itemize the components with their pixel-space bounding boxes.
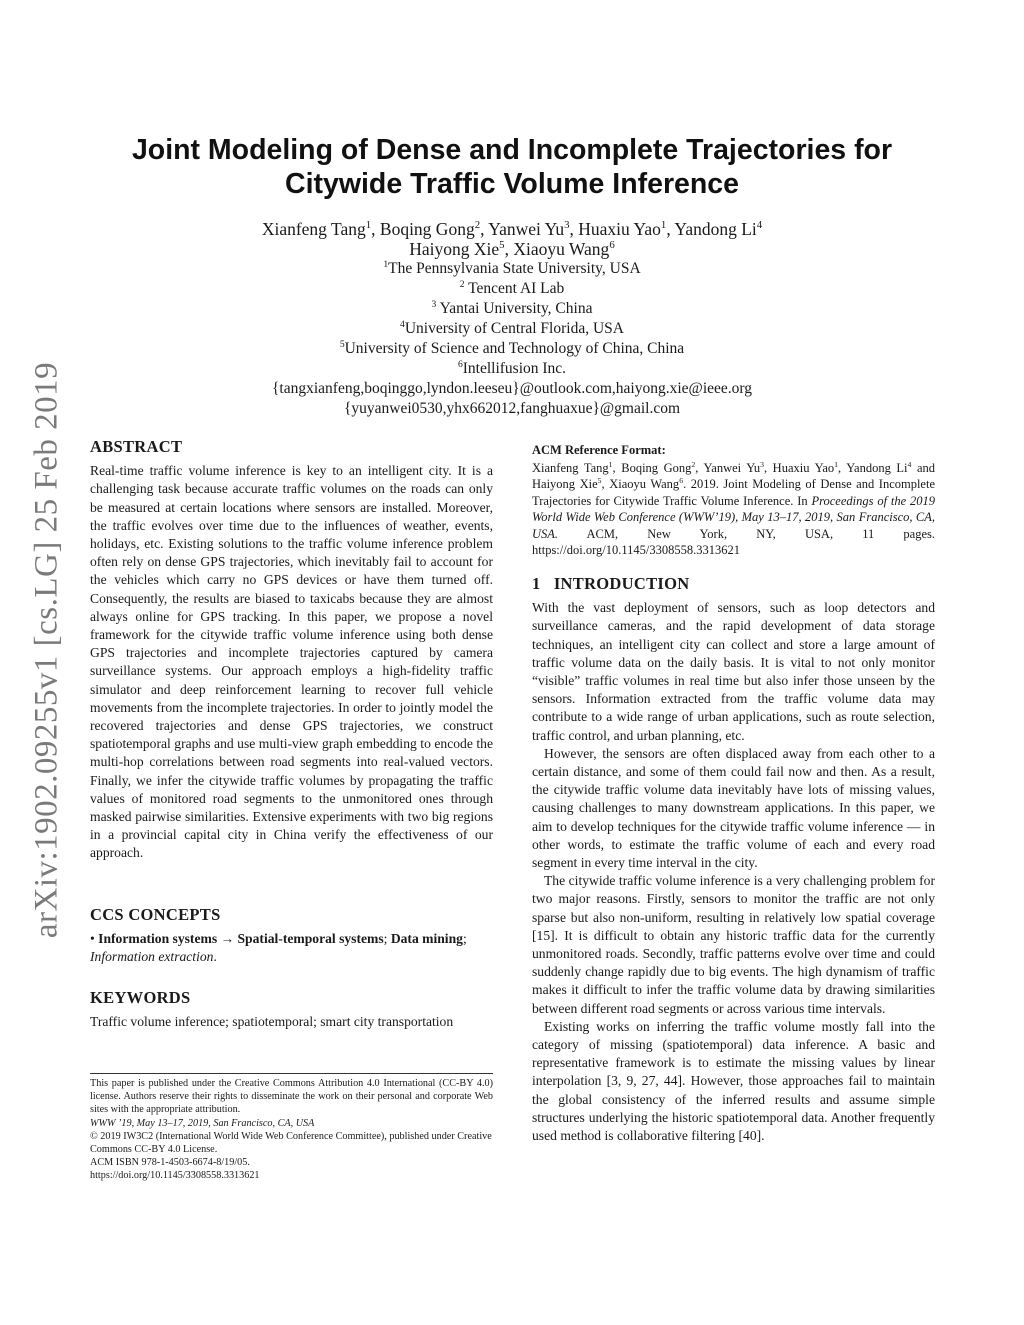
ccs-end: . [213,949,217,965]
ref-proceedings: Proceedings of the 2019 World Wide Web Conference (WWW’19), May 13–17, 2019, San Francisco, CA, USA. [532,493,935,541]
ccs-concept: Information systems → Spatial-temporal systems [98,931,384,947]
acm-reference-heading: ACM Reference Format: [532,443,666,457]
affiliation-sup: 2 [459,278,465,290]
ref-author: , Xiaoyu Wang [601,477,680,491]
footnote-venue: WWW ’19, May 13–17, 2019, San Francisco, CA, USA [90,1117,315,1129]
footnote-doi: https://doi.org/10.1145/3308558.3313621 [90,1170,260,1182]
ref-text: . 2019. Joint Modeling of Dense and Incomplete Trajectories for Citywide Traffic Volume Inference. In [532,477,936,508]
affiliation-name: Intellifusion Inc. [462,360,567,377]
ccs-heading: CCS CONCEPTS [90,905,221,924]
affiliation-sup: 3 [431,298,437,310]
ref-author: and Haiyong Xie [532,460,936,491]
copyright-footnote [90,1073,493,1183]
ccs-separator: ; [462,931,467,947]
affiliation-sup: 6 [457,358,463,370]
affiliation [60,299,964,319]
ref-sup: 3 [760,459,764,469]
author-block [60,219,964,419]
title-line-2: Citywide Traffic Volume Inference [284,168,739,200]
footnote-rule [90,1073,493,1074]
author-line-2 [60,239,964,259]
affiliation-sup: 5 [339,338,345,350]
ref-author: , Yandong Li [838,460,908,475]
affiliation-name: The Pennsylvania State University, USA [388,260,641,277]
paper-title [60,133,964,201]
ref-sup: 6 [679,475,684,485]
author-sup: 1 [660,219,667,232]
abstract-text: Real-time traffic volume inference is key to an intelligent city. It is a challenging task because accurate traffic volumes on the roads can only be measured at certain locations where sensors are installed. Moreover, the traffic evolves over time due to the influences of weather, events, holidays, etc. Existing solutions to the traffic volume inference problem often rely on dense GPS trajectories, which inevitably fail to account for the vehicles which carry no GPS devices or have them turned off. Consequently, the results are biased to taxicabs because they are almost always online for GPS tracking. In this paper, we propose a novel framework for the citywide traffic volume inference using both dense GPS trajectories and incomplete trajectories captured by camera surveillance systems. Our approach employs a high-fidelity traffic simulator and deep reinforcement learning to recover full vehicle movements from the incomplete trajectories. In order to jointly model the recovered trajectories and dense GPS trajectories, we construct spatiotemporal graphs and use multi-view graph embedding to encode the multi-hop correlations between road segments into real-valued vectors. Finally, we infer the citywide traffic volumes by propagating the traffic values of monitored road segments to the unmonitored ones through masked pairwise similarities. Extensive experiments with two big regions in a provincial capital city in China verify the effectiveness of our approach. [90,463,493,861]
intro-paragraph: The citywide traffic volume inference is a very challenging problem for two major reasons. Firstly, sensors to monitor the traffic are not only sparse but also non-uniform, resulting in relatively low spatial coverage [15]. It is difficult to obtain any historic traffic data for the currently unmonitored roads. Secondly, traffic patterns evolve over time and could suddenly change rapidly due to big events. The high dynamism of traffic makes it difficult to infer the traffic volume data by drawing similarities between different road segments or across various time intervals. [532,873,935,1016]
author-name: , Boqing Gong [371,219,475,239]
affiliation [60,359,964,379]
introduction-section [532,575,935,1145]
abstract-heading: ABSTRACT [90,437,183,456]
ref-sup: 2 [691,459,696,469]
ccs-separator: ; [383,931,391,947]
affiliation-name: University of Science and Technology of China, China [344,340,685,357]
ccs-bullet: • [90,931,99,947]
affiliation-sup: 1 [383,258,389,270]
ref-author: Xianfeng Tang [532,460,609,475]
keywords-text: Traffic volume inference; spatiotemporal; smart city transportation [90,1014,454,1030]
author-name: Haiyong Xie [409,239,500,259]
footnote-license: This paper is published under the Creative Commons Attribution 4.0 International (CC-BY 4.0) license. Authors reserve their rights to disseminate the work on their personal and corporate Web sites with the appropriate attribution. [90,1078,493,1116]
author-name: Xianfeng Tang [261,219,366,239]
author-sup: 5 [499,239,505,252]
affiliation [60,259,964,279]
affiliation [60,339,964,359]
intro-paragraph: Existing works on inferring the traffic volume mostly fall into the category of missing (spatiotemporal) data inference. A basic and representative framework is to estimate the missing values by linear interpolation [3, 9, 27, 44]. However, those approaches fail to maintain the global consistency of the inferred results and assume simple structures underlying the historic spatiotemporal data. Another frequently used method is collaborative filtering [40]. [532,1018,935,1144]
author-line-1 [60,219,964,239]
author-name: , Yandong Li [666,219,757,239]
intro-paragraph: With the vast deployment of sensors, such as loop detectors and surveillance cameras, and the rapid development of data storage techniques, an intelligent city can collect and store a large amount of traffic volume data on the daily basis. It is vital to not only monitor “visible” traffic volumes in real time but also infer those unseen by the sensors. Information extracted from the traffic volume data may contribute to a wide range of urban applications, such as route selection, traffic control, and urban planning, etc. [532,600,935,743]
introduction-heading: 1 INTRODUCTION [532,574,690,593]
arxiv-sidebar [22,350,72,950]
ccs-section [90,906,493,967]
ref-end: ACM, New York, NY, USA, 11 pages. https://doi.org/10.1145/3308558.3313621 [532,526,935,557]
intro-paragraph: However, the sensors are often displaced away from each other to a certain distance, and some of them could fail now and then. As a result, the citywide traffic volume data inevitably have lots of missing values, causing challenges to many downstream applications. In this paper, we aim to develop techniques for the citywide traffic volume inference — in other words, to estimate the traffic volume of each and every road segment in every time interval in the city. [532,745,935,871]
author-sup: 2 [474,219,481,232]
affiliation-sup: 4 [400,318,405,330]
affiliation-name: University of Central Florida, USA [404,320,624,337]
ref-author: , Boqing Gong [612,460,692,475]
author-name: , Xiaoyu Wang [504,239,610,259]
arxiv-id: arXiv:1902.09255v1 [cs.LG] 25 Feb 2019 [28,361,65,939]
footnote-copyright: © 2019 IW3C2 (International World Wide Web Conference Committee), published under Creative Commons CC-BY 4.0 License. [90,1130,492,1156]
affiliation [60,279,964,299]
ref-sup: 5 [597,475,602,485]
keywords-heading: KEYWORDS [90,988,191,1007]
ref-sup: 1 [608,459,613,469]
affiliation-name: Yantai University, China [436,300,593,317]
left-column [90,438,493,863]
author-name: , Huaxiu Yao [569,219,661,239]
title-line-1: Joint Modeling of Dense and Incomplete Trajectories for [131,134,893,166]
ccs-text [90,930,493,966]
footnote-isbn: ACM ISBN 978-1-4503-6674-8/19/05. [90,1157,250,1169]
author-name: , Yanwei Yu [480,219,565,239]
ccs-concept-detail: Information extraction [90,949,214,965]
affiliation [60,319,964,339]
acm-reference-text [532,460,935,559]
ref-sup: 1 [834,459,839,469]
email-line-1: {tangxianfeng,boqinggo,lyndon.leeseu}@outlook.com,haiyong.xie@ieee.org [271,380,753,397]
affiliation-name: Tencent AI Lab [464,280,565,297]
author-sup: 4 [756,219,763,232]
author-sup: 3 [564,219,570,232]
email-line-2: {yuyanwei0530,yhx662012,fanghuaxue}@gmail.com [343,400,681,417]
keywords-section [90,989,493,1031]
ref-author: , Yanwei Yu [695,460,761,475]
author-sup: 6 [609,239,615,252]
ccs-concept: Data mining [390,931,463,947]
ref-sup: 4 [907,459,912,469]
acm-reference [532,442,935,559]
ref-author: , Huaxiu Yao [763,460,835,475]
author-sup: 1 [365,219,372,232]
